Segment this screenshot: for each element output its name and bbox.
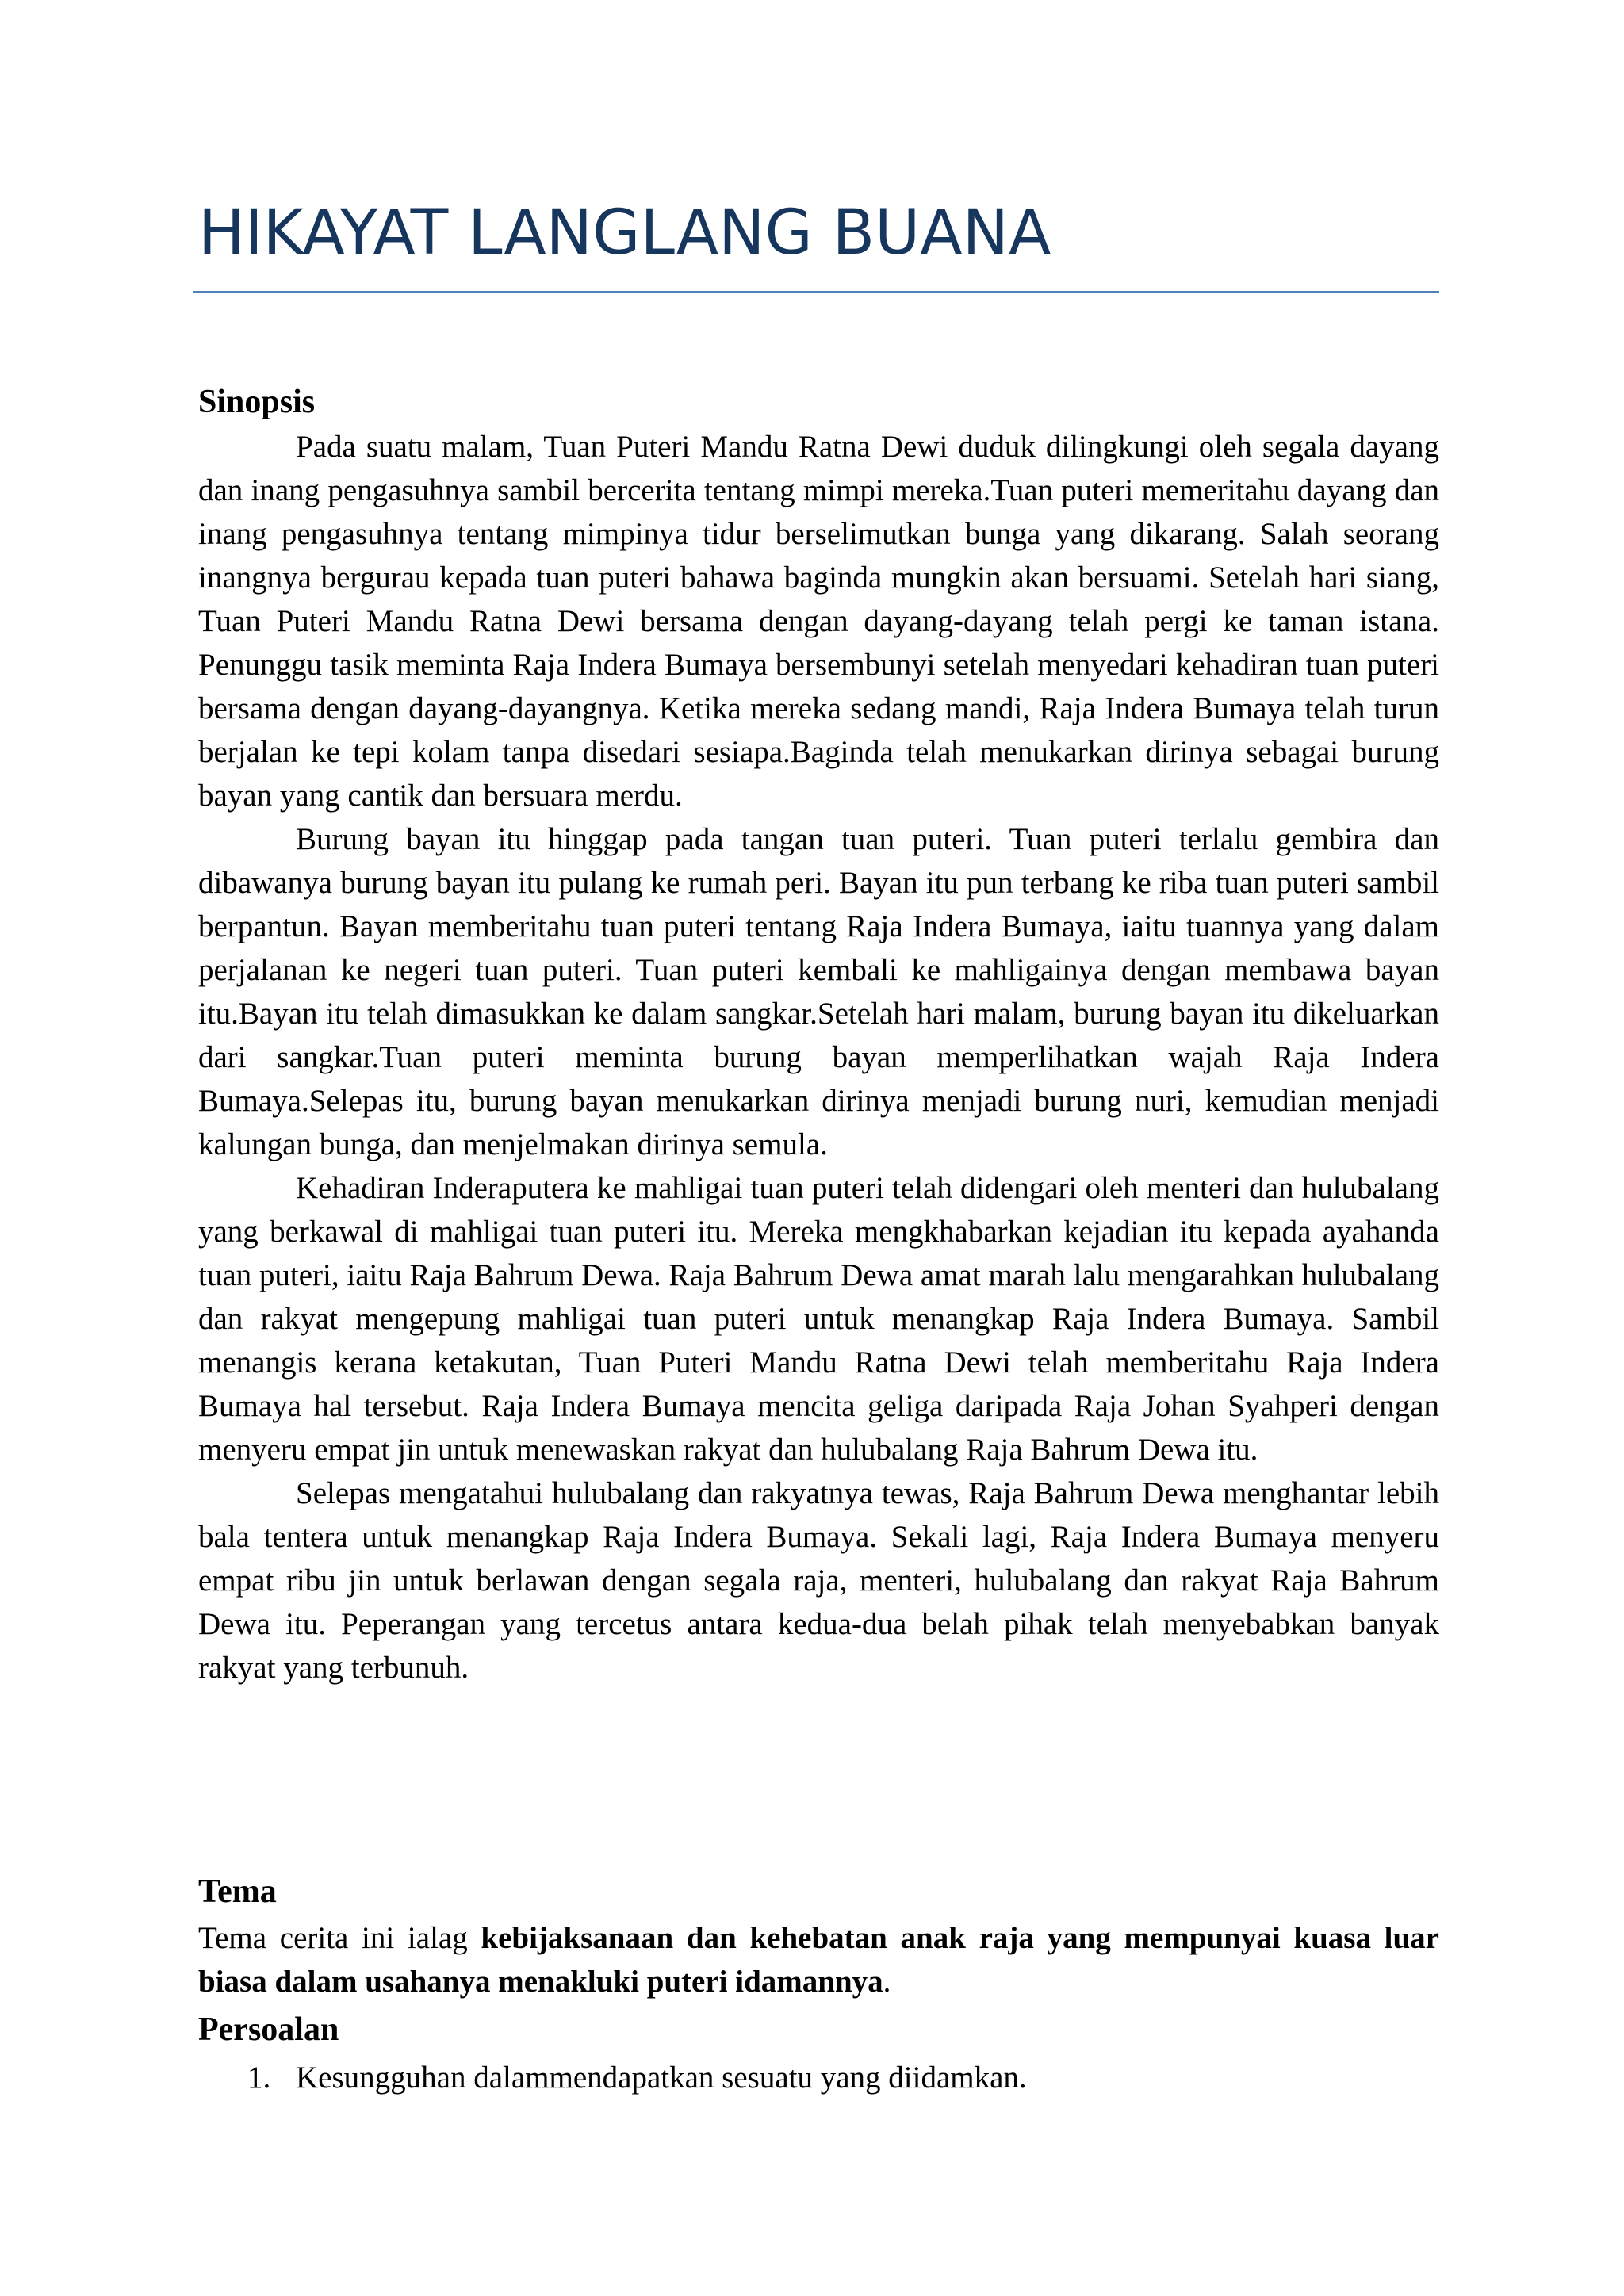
list-item-number: 1. bbox=[247, 2061, 271, 2095]
document-title: HIKAYAT LANGLANG BUANA bbox=[198, 197, 1051, 269]
sinopsis-heading: Sinopsis bbox=[198, 384, 316, 420]
sinopsis-body bbox=[198, 425, 1439, 1689]
sinopsis-paragraph: Kehadiran Inderaputera ke mahligai tuan puteri telah didengari oleh menteri dan hulubalang yang berkawal di mahligai tuan puteri itu. Mereka mengkhabarkan kejadian itu kepada ayahanda tuan puteri, iaitu Raja Bahrum Dewa. Raja Bahrum Dewa amat marah lalu mengarahkan hulubalang dan rakyat mengepung mahligai tuan puteri untuk menangkap Raja Indera Bumaya. Sambil menangis kerana ketakutan, Tuan Puteri Mandu Ratna Dewi telah memberitahu Raja Indera Bumaya hal tersebut. Raja Indera Bumaya mencita geliga daripada Raja Johan Syahperi dengan menyeru empat jin untuk menewaskan rakyat dan hulubalang Raja Bahrum Dewa itu. bbox=[198, 1171, 1439, 1467]
title-underline-rule bbox=[193, 291, 1439, 293]
tema-text-lead: Tema cerita ini ialag bbox=[198, 1921, 481, 1955]
tema-heading: Tema bbox=[198, 1873, 277, 1910]
tema-text-emphasis: kebijaksanaan dan kehebatan anak raja yang mempunyai kuasa luar biasa dalam usahanya menakluki puteri idamannya bbox=[198, 1921, 1439, 1999]
sinopsis-paragraph: Burung bayan itu hinggap pada tangan tuan puteri. Tuan puteri terlalu gembira dan dibawanya burung bayan itu pulang ke rumah peri. Bayan itu pun terbang ke riba tuan puteri sambil berpantun. Bayan memberitahu tuan puteri tentang Raja Indera Bumaya, iaitu tuannya yang dalam perjalanan ke negeri tuan puteri. Tuan puteri kembali ke mahligainya dengan membawa bayan itu.Bayan itu telah dimasukkan ke dalam sangkar.Setelah hari malam, burung bayan itu dikeluarkan dari sangkar.Tuan puteri meminta burung bayan memperlihatkan wajah Raja Indera Bumaya.Selepas itu, burung bayan menukarkan dirinya menjadi burung nuri, kemudian menjadi kalungan bunga, dan menjelmakan dirinya semula. bbox=[198, 822, 1439, 1161]
list-item-text: Kesungguhan dalammendapatkan sesuatu yang diidamkan. bbox=[296, 2061, 1027, 2095]
persoalan-heading: Persoalan bbox=[198, 2011, 339, 2048]
sinopsis-paragraph: Selepas mengatahui hulubalang dan rakyatnya tewas, Raja Bahrum Dewa menghantar lebih bala tentera untuk menangkap Raja Indera Bumaya. Sekali lagi, Raja Indera Bumaya menyeru empat ribu jin untuk berlawan dengan segala raja, menteri, hulubalang dan rakyat Raja Bahrum Dewa itu. Peperangan yang tercetus antara kedua-dua belah pihak telah menyebabkan banyak rakyat yang terbunuh. bbox=[198, 1476, 1439, 1685]
tema-text-end: . bbox=[883, 1965, 891, 1999]
sinopsis-paragraph: Pada suatu malam, Tuan Puteri Mandu Ratna Dewi duduk dilingkungi oleh segala dayang dan inang pengasuhnya sambil bercerita tentang mimpi mereka.Tuan puteri memeritahu dayang dan inang pengasuhnya tentang mimpinya tidur berselimutkan bunga yang dikarang. Salah seorang inangnya bergurau kepada tuan puteri bahawa baginda mungkin akan bersuami. Setelah hari siang, Tuan Puteri Mandu Ratna Dewi bersama dengan dayang-dayang telah pergi ke taman istana. Penunggu tasik meminta Raja Indera Bumaya bersembunyi setelah menyedari kehadiran tuan puteri bersama dengan dayang-dayangnya. Ketika mereka sedang mandi, Raja Indera Bumaya telah turun berjalan ke tepi kolam tanpa disedari sesiapa.Baginda telah menukarkan dirinya sebagai burung bayan yang cantik dan bersuara merdu. bbox=[198, 430, 1439, 813]
tema-paragraph bbox=[198, 1916, 1439, 2003]
persoalan-list bbox=[198, 2056, 1439, 2099]
tema-body bbox=[198, 1916, 1439, 2003]
list-item bbox=[198, 2056, 1439, 2099]
